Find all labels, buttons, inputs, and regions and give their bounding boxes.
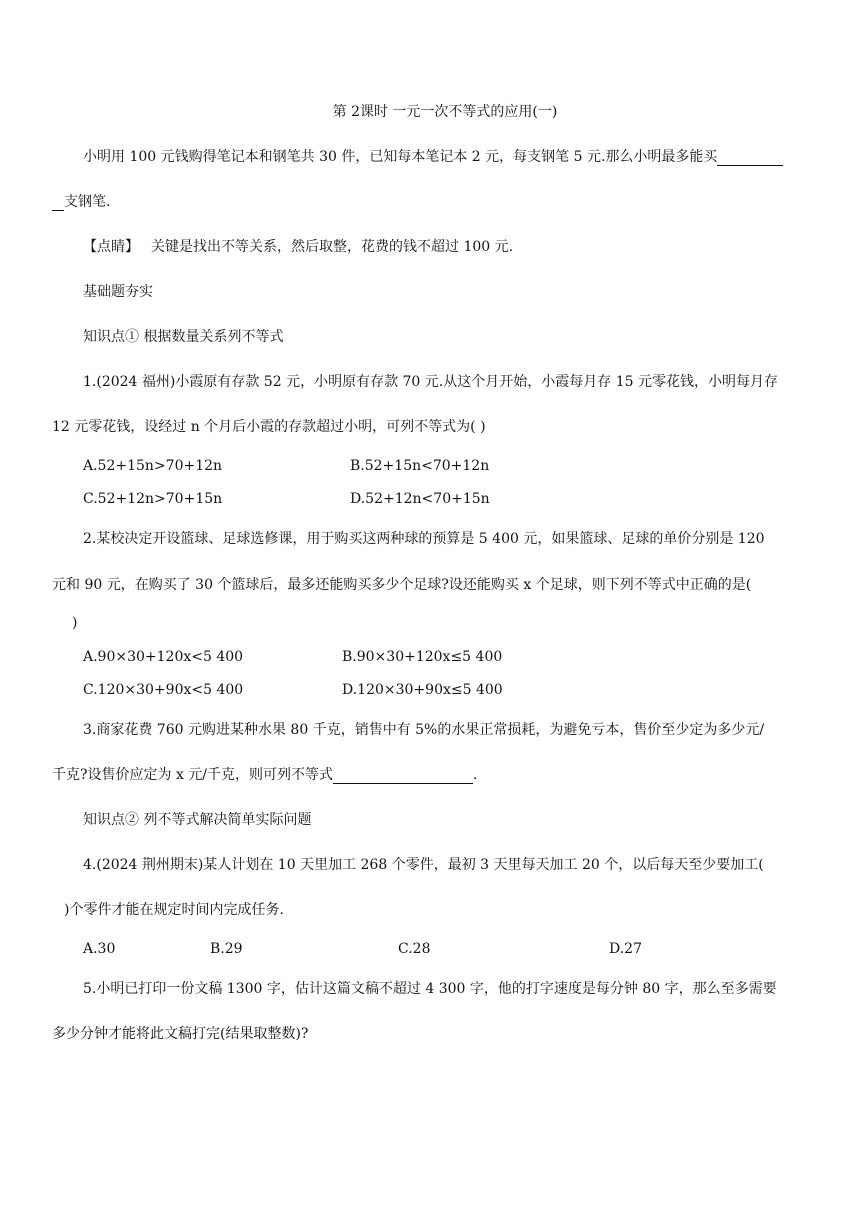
q2-line-1: 2.某校决定开设篮球、足球选修课，用于购买这两种球的预算是 5 400 元，如果篮球、足球的单价分别是 120 <box>83 531 765 547</box>
q4-option-b: B.29 <box>210 941 243 957</box>
q4-option-c: C.28 <box>398 941 431 957</box>
q1-line-2: 12 元零花钱，设经过 n 个月后小霞的存款超过小明，可列不等式为( ) <box>52 419 486 435</box>
q3-line-1: 3.商家花费 760 元购进某种水果 80 千克，销售中有 5%的水果正常损耗，为避免亏本，售价至少定为多少元/ <box>83 722 765 738</box>
q1-option-d: D.52+12n<70+15n <box>350 491 490 507</box>
q3-text-2b: . <box>473 767 478 783</box>
q2-option-d: D.120×30+90x≤5 400 <box>342 682 503 698</box>
q4-line-2: )个零件才能在规定时间内完成任务. <box>64 902 284 918</box>
answer-blank-cont <box>52 196 64 211</box>
q5-line-2: 多少分钟才能将此文稿打完(结果取整数)? <box>52 1026 309 1042</box>
knowledge-point-2: 知识点② 列不等式解决简单实际问题 <box>83 812 312 828</box>
tip-line <box>83 238 513 256</box>
knowledge-point-1: 知识点① 根据数量关系列不等式 <box>83 329 284 345</box>
tip-text: 关键是找出不等关系，然后取整，花费的钱不超过 100 元. <box>151 239 514 255</box>
q2-option-b: B.90×30+120x≤5 400 <box>342 649 503 665</box>
q2-option-a: A.90×30+120x<5 400 <box>83 649 244 665</box>
q3-line-2 <box>52 766 477 784</box>
q4-option-d: D.27 <box>609 941 642 957</box>
q1-option-c: C.52+12n>70+15n <box>83 491 223 507</box>
q2-option-c: C.120×30+90x<5 400 <box>83 682 244 698</box>
q4-option-a: A.30 <box>83 941 116 957</box>
section-heading: 基础题夯实 <box>83 284 153 300</box>
q2-line-3: ) <box>72 615 78 631</box>
q1-option-b: B.52+15n<70+12n <box>350 458 490 474</box>
q2-line-2: 元和 90 元，在购买了 30 个篮球后，最多还能购买多少个足球?设还能购买 x 个足球，则下列不等式中正确的是( <box>52 577 752 593</box>
q1-line-1: 1.(2024 福州)小霞原有存款 52 元，小明原有存款 70 元.从这个月开始，小霞每月存 15 元零花钱，小明每月存 <box>83 374 778 390</box>
answer-blank <box>717 151 783 166</box>
tip-label: 【点睛】 <box>83 239 139 255</box>
q4-line-1: 4.(2024 荆州期末)某人计划在 10 天里加工 268 个零件，最初 3 天里每天加工 20 个，以后每天至少要加工( <box>83 857 764 873</box>
intro-text-2: 支钢笔. <box>64 194 111 210</box>
q3-text-2a: 千克?设售价应定为 x 元/千克，则可列不等式 <box>52 767 334 783</box>
intro-line-2 <box>52 193 110 211</box>
q5-line-1: 5.小明已打印一份文稿 1300 字，估计这篇文稿不超过 4 300 字，他的打字速度是每分钟 80 字，那么至多需要 <box>83 981 777 997</box>
q3-answer-blank <box>333 769 473 784</box>
intro-line-1 <box>83 148 783 166</box>
q1-option-a: A.52+15n>70+12n <box>83 458 223 474</box>
intro-text-1: 小明用 100 元钱购得笔记本和钢笔共 30 件，已知每本笔记本 2 元，每支钢笔 5 元.那么小明最多能买 <box>83 149 718 165</box>
page-title: 第 2课时 一元一次不等式的应用(一) <box>332 104 558 120</box>
